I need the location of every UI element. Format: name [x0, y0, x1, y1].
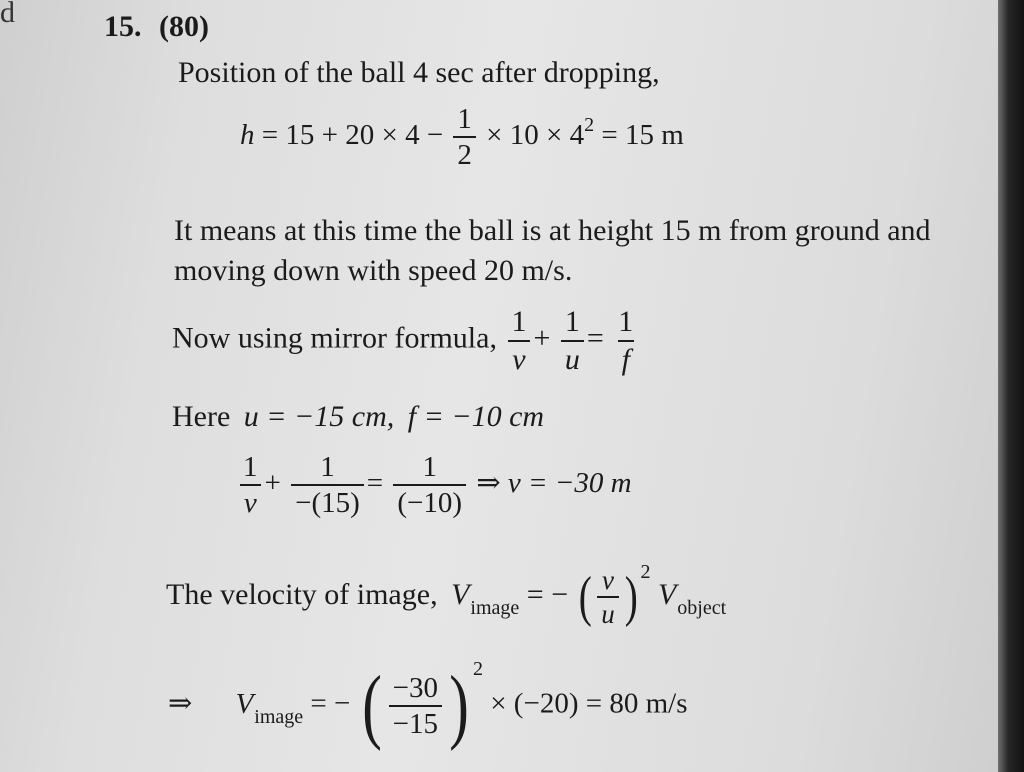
final-frac-den: −15 — [389, 705, 442, 739]
mirror-equals: = — [586, 321, 604, 355]
eq3-frac-3-num: 1 — [422, 451, 437, 483]
final-paren-right: ) — [449, 659, 469, 752]
mirror-frac-1 — [507, 306, 530, 375]
eq1-part3: = 15 m — [601, 119, 684, 152]
final-exp: 2 — [472, 657, 483, 680]
eq3-frac-1-den: v — [240, 484, 261, 518]
eq3-frac-3-den: (−10) — [393, 484, 466, 518]
mirror-formula-line — [172, 306, 640, 375]
velocity-fraction — [597, 566, 619, 629]
velocity-paren-left: ( — [578, 566, 592, 629]
eq1-part1: = 15 + 20 × 4 − — [261, 119, 444, 152]
velocity-text: The velocity of image, — [166, 578, 438, 612]
velocity-sub-image: image — [470, 597, 520, 620]
here-label: Here — [172, 400, 231, 433]
final-arrow: ⇒ — [168, 687, 193, 720]
mirror-frac-3-den: f — [618, 340, 634, 376]
mirror-frac-2 — [561, 306, 584, 375]
eq1-fraction — [453, 104, 476, 171]
final-result-line — [168, 657, 688, 752]
mirror-plus: + — [533, 321, 551, 355]
mirror-frac-1-num: 1 — [511, 305, 527, 338]
equation-height — [240, 104, 684, 171]
mirror-frac-1-den: v — [508, 340, 529, 376]
final-fraction — [389, 673, 442, 740]
line-position: Position of the ball 4 sec after dropping, — [178, 56, 660, 89]
velocity-V-object: V — [657, 578, 677, 612]
velocity-frac-num: v — [602, 565, 615, 595]
para-line-2: moving down with speed 20 m/s. — [174, 254, 573, 287]
mirror-text: Now using mirror formula, — [172, 321, 497, 355]
given-values-line — [172, 400, 544, 434]
given-u: u = −15 cm, — [243, 400, 395, 433]
eq1-part2: × 10 × 4 — [486, 119, 585, 152]
eq3-result: ⇒ v = −30 m — [476, 467, 632, 500]
velocity-paren-right: ) — [624, 566, 638, 629]
eq1-frac-num: 1 — [457, 103, 472, 135]
velocity-V: V — [451, 578, 470, 612]
page-edge-shadow — [998, 0, 1024, 772]
velocity-equals: = − — [526, 578, 569, 612]
final-V: V — [235, 687, 254, 720]
problem-number: 15. — [104, 10, 142, 43]
eq3-frac-2-den: −(15) — [291, 484, 364, 518]
eq3-plus: + — [264, 467, 281, 500]
mirror-frac-3-num: 1 — [618, 305, 634, 338]
eq3-frac-2-num: 1 — [320, 451, 335, 483]
eq3-frac-2 — [291, 452, 364, 519]
final-frac-num: −30 — [392, 671, 438, 704]
eq3-equals: = — [366, 467, 384, 500]
velocity-exp: 2 — [640, 561, 651, 584]
final-paren-left: ( — [361, 659, 382, 752]
para-line-1: It means at this time the ball is at height 15 m from ground and — [174, 214, 931, 247]
eq3-frac-3 — [393, 452, 466, 519]
final-sub-image: image — [254, 705, 304, 728]
eq3-frac-1-num: 1 — [243, 451, 258, 483]
problem-header — [104, 10, 209, 44]
mirror-frac-2-den: u — [561, 340, 584, 376]
final-rest: × (−20) = 80 m/s — [490, 687, 688, 720]
problem-answer: (80) — [159, 10, 209, 43]
given-f: f = −10 cm — [407, 400, 545, 433]
edge-mark: d — [0, 0, 15, 29]
eq1-lhs: h — [240, 119, 255, 152]
eq3-frac-1 — [239, 452, 262, 519]
mirror-frac-2-num: 1 — [564, 305, 580, 338]
equation-image-distance — [236, 452, 632, 519]
eq1-exp: 2 — [584, 114, 595, 137]
velocity-formula-line — [166, 561, 727, 630]
velocity-sub-object: object — [677, 597, 727, 620]
eq1-frac-den: 2 — [453, 136, 476, 170]
final-equals: = − — [310, 687, 351, 720]
velocity-frac-den: u — [597, 596, 619, 628]
mirror-frac-3 — [614, 306, 637, 375]
